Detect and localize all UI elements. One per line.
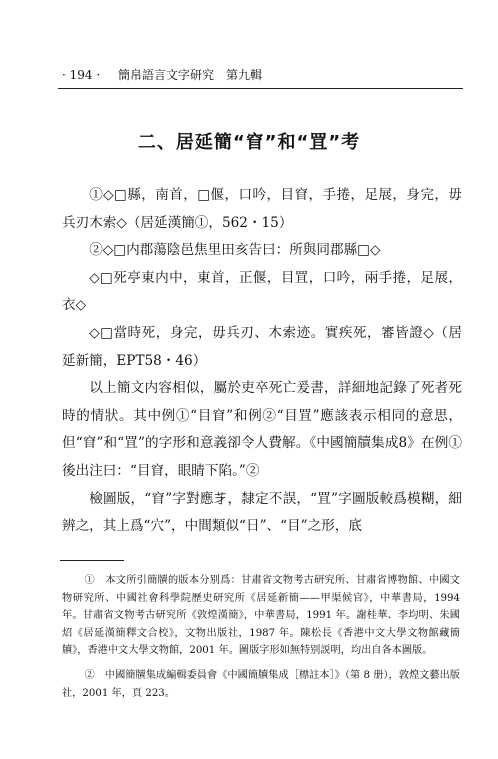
paragraph-discussion: 以上簡文内容相似，屬於吏卒死亡爰書，詳細地記錄了死者死時的情狀。其中例①“目窅”和例②“目罝”應該表示相同的意思，但“窅”和“罝”的字形和意義卻令人費解。《中國簡牘集成8》在例①後出注曰：“目窅，眼睛下陷。”②: [62, 380, 462, 479]
running-title: 簡帛語言文字研究 第九輯: [118, 68, 263, 82]
footnote-divider: [60, 560, 124, 561]
footnotes: [62, 572, 460, 702]
paragraph-example-1: ①◇□縣，南首，□偃，口吟，目窅，手捲，足展，身完，毋兵刃木索◇（居延漢簡①，562・15）: [62, 187, 462, 231]
main-text: [62, 182, 462, 541]
page-number: · 194 ·: [62, 68, 101, 82]
paragraph-example-2a: ②◇□内郡蕩陰邑焦里田亥告曰：所與同郡縣□◇: [89, 242, 381, 259]
running-header: [62, 66, 462, 83]
footnote-1: ① 本文所引簡牘的版本分别爲：甘肅省文物考古研究所、甘肅省博物館、中國文物研究所、中國社會科學院歷史研究所《居延新簡——甲渠候官》，中華書局，1994 年。甘肅省文物考古研究所《敦煌漢簡》，中華書局，1991 年。謝桂華、李均明、朱國炤《居延漢簡釋文合校》，文物出版社，1987 年。陳松長《香港中文大學文物館藏簡牘》，香港中文大學文物館，2001 年。圖版字形如無特别説明，均出自各本圖版。: [62, 575, 460, 657]
section-title: 二、居延簡“窅”和“罝”考: [137, 132, 361, 153]
footnote-2: ② 中國簡牘集成編輯委員會《中國簡牘集成［標註本］》（第 8 册），敦煌文藝出版社，2001 年，頁 223。: [62, 669, 460, 699]
paragraph-example-2b: ◇□死亭東内中，東首，正偃，目罝，口吟，兩手捲，足展，衣◇: [62, 269, 462, 314]
header-divider: [58, 88, 463, 89]
paragraph-graph-check: 檢圖版，“窅”字對應𦬁，隸定不誤，“罝”字圖版較爲模糊，細辨之，其上爲“穴”，中間類似“日”、“目”之形，底: [62, 490, 462, 535]
paragraph-example-2c: ◇□當時死，身完，毋兵刃、木索迹。實疾死，審皆證◇（居延新簡，EPT58・46）: [62, 324, 462, 369]
